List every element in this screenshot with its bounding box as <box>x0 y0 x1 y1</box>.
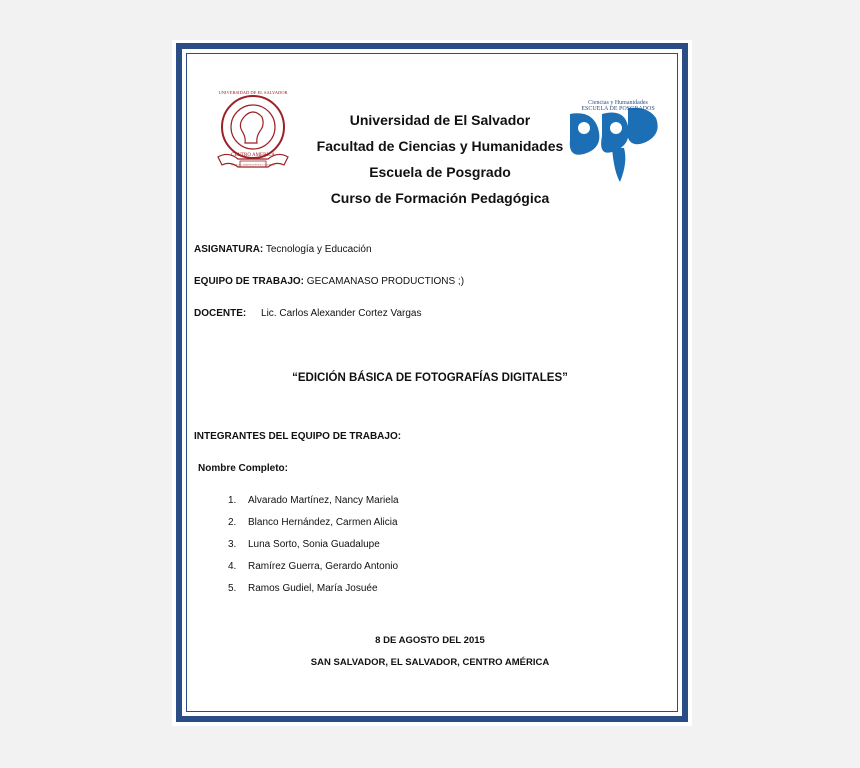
equipo-field <box>194 276 464 287</box>
seal-ribbon-text: HACIA LA LIBERTAD POR LA CULTURA <box>231 163 275 167</box>
faculty-name: Facultad de Ciencias y Humanidades <box>316 138 564 154</box>
member-item <box>228 495 399 506</box>
posgrado-logo-caption <box>572 100 664 112</box>
member-number: 2. <box>228 517 237 528</box>
asignatura-label: ASIGNATURA: <box>194 244 264 255</box>
posgrado-logo <box>566 100 666 185</box>
member-number: 1. <box>228 495 237 506</box>
member-name: Blanco Hernández, Carmen Alicia <box>248 517 398 528</box>
member-item <box>228 517 398 528</box>
member-number: 4. <box>228 561 237 572</box>
seal-bottom-text: CENTRO AMERICA <box>230 153 276 158</box>
document-title: “EDICIÓN BÁSICA DE FOTOGRAFÍAS DIGITALES” <box>292 372 568 384</box>
member-item <box>228 539 380 550</box>
logo-caption-line1: Ciencias y Humanidades <box>588 100 648 106</box>
university-name: Universidad de El Salvador <box>349 112 531 128</box>
member-name: Ramos Gudiel, María Josuée <box>248 583 378 594</box>
integrantes-heading: INTEGRANTES DEL EQUIPO DE TRABAJO: <box>194 431 402 442</box>
document-place: SAN SALVADOR, EL SALVADOR, CENTRO AMÉRICA <box>310 657 550 668</box>
school-name: Escuela de Posgrado <box>369 164 511 180</box>
docente-field <box>194 308 421 319</box>
member-number: 5. <box>228 583 237 594</box>
asignatura-value: Tecnología y Educación <box>265 244 372 255</box>
docente-value: Lic. Carlos Alexander Cortez Vargas <box>261 308 422 319</box>
logo-caption-line2: ESCUELA DE POSGRADOS <box>581 106 655 112</box>
seal-top-text: UNIVERSIDAD DE EL SALVADOR <box>218 90 288 95</box>
docente-label: DOCENTE: <box>194 308 247 319</box>
asignatura-field <box>194 244 372 255</box>
member-name: Ramírez Guerra, Gerardo Antonio <box>248 561 399 572</box>
equipo-value: GECAMANASO PRODUCTIONS ;) <box>306 276 465 287</box>
document-date: 8 DE AGOSTO DEL 2015 <box>375 635 485 646</box>
member-name: Luna Sorto, Sonia Guadalupe <box>248 539 380 550</box>
member-number: 3. <box>228 539 237 550</box>
course-name: Curso de Formación Pedagógica <box>330 190 550 206</box>
member-item <box>228 561 398 572</box>
member-name: Alvarado Martínez, Nancy Mariela <box>248 495 399 506</box>
member-item <box>228 583 378 594</box>
nombre-heading: Nombre Completo: <box>198 463 288 474</box>
equipo-label: EQUIPO DE TRABAJO: <box>194 276 305 287</box>
